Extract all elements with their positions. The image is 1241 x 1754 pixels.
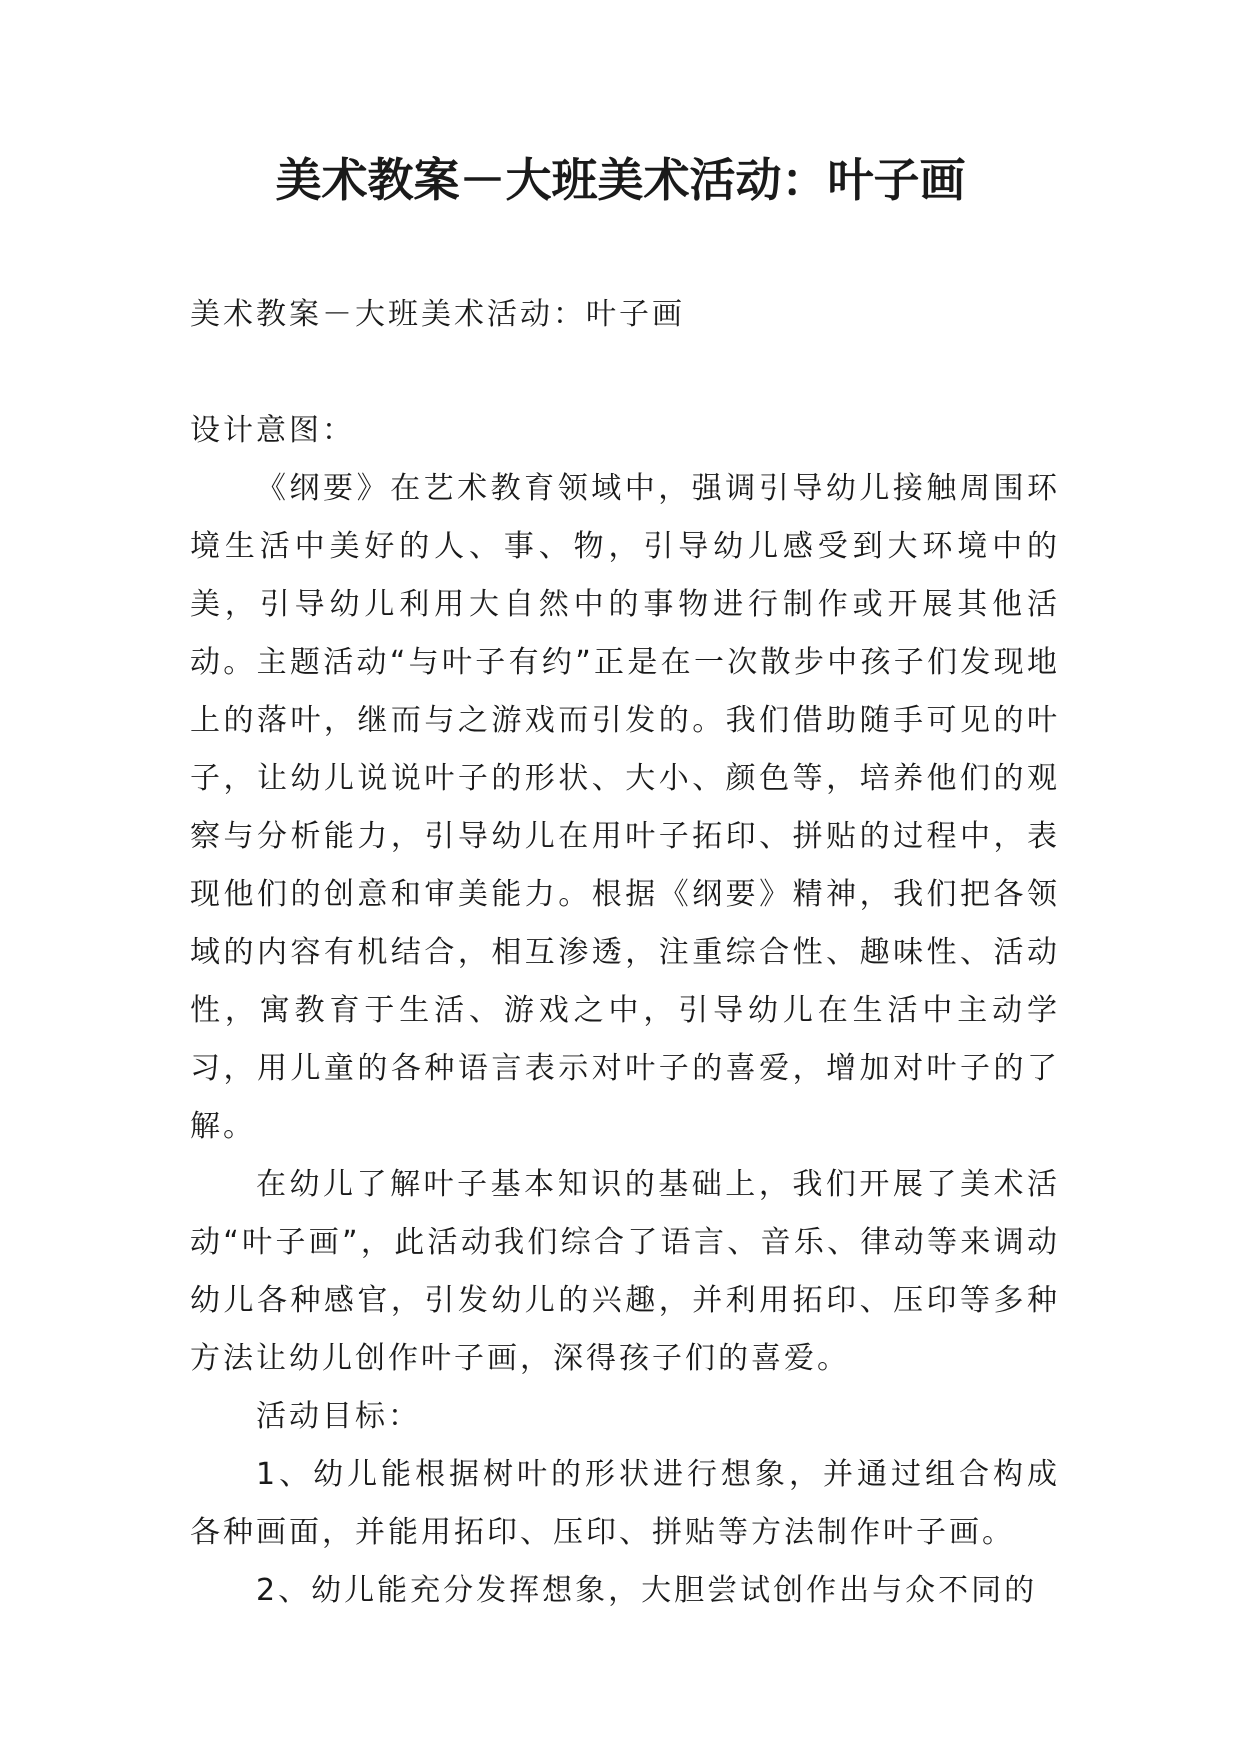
design-intent-heading: 设计意图： bbox=[190, 413, 355, 448]
document-subtitle: 美术教案－大班美术活动：叶子画 bbox=[190, 297, 685, 332]
design-intent-paragraph-1: 《纲要》在艺术教育领域中，强调引导幼儿接触周围环境生活中美好的人、事、物，引导幼儿感受到大环境中的美，引导幼儿利用大自然中的事物进行制作或开展其他活动。主题活动“与叶子有约”正是在一次散步中孩子们发现地上的落叶，继而与之游戏而引发的。我们借助随手可见的叶子，让幼儿说说叶子的形状、大小、颜色等，培养他们的观察与分析能力，引导幼儿在用叶子拓印、拼贴的过程中，表现他们的创意和审美能力。根据《纲要》精神，我们把各领域的内容有机结合，相互渗透，注重综合性、趣味性、活动性，寓教育于生活、游戏之中，引导幼儿在生活中主动学习，用儿童的各种语言表示对叶子的喜爱，增加对叶子的了解。 bbox=[190, 471, 1060, 1144]
activity-goal-1: 1、幼儿能根据树叶的形状进行想象，并通过组合构成各种画面，并能用拓印、压印、拼贴等方法制作叶子画。 bbox=[190, 1457, 1060, 1550]
design-intent-paragraph-2: 在幼儿了解叶子基本知识的基础上，我们开展了美术活动“叶子画”，此活动我们综合了语言、音乐、律动等来调动幼儿各种感官，引发幼儿的兴趣，并利用拓印、压印等多种方法让幼儿创作叶子画，深得孩子们的喜爱。 bbox=[190, 1167, 1060, 1376]
document-body bbox=[190, 286, 1060, 1620]
activity-goals-heading: 活动目标： bbox=[256, 1399, 421, 1434]
document-title: 美术教案－大班美术活动：叶子画 bbox=[275, 153, 966, 207]
activity-goal-2: 2、幼儿能充分发挥想象，大胆尝试创作出与众不同的 bbox=[256, 1573, 1038, 1608]
